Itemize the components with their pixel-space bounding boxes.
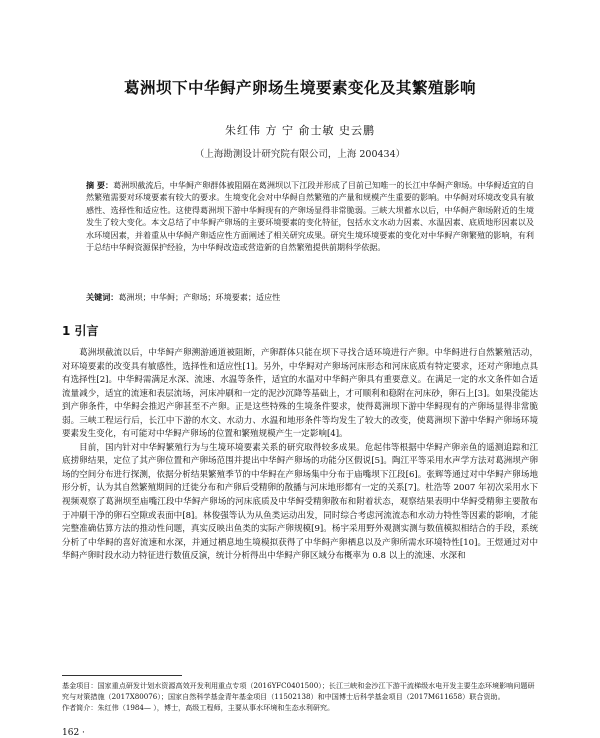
footnotes bbox=[62, 680, 538, 713]
footnote-funding: 基金项目：国家重点研发计划水资源高效开发利用重点专项（2016YFC0401500）；长江三峡和金沙江下游干流梯级水电开发主要生态环境影响问题研究与对策措施（2017X80076）；国家自然科学基金青年基金项目（11502138）和中国博士后科学基金项目（2017M611658）联合资助。 bbox=[62, 681, 535, 701]
keywords bbox=[86, 292, 534, 303]
abstract-text: 葛洲坝截流后，中华鲟产卵群体被阻隔在葛洲坝以下江段并形成了目前已知唯一的长江中华鲟产卵场。中华鲟适宜的自然繁殖需要对环境要素有较大的要求。生境变化会对中华鲟自然繁殖的产量和规模产生重要的影响。中华鲟对环境改变具有敏感性、选择性和适应性。这使得葛洲坝下游中华鲟现有的产卵场显得非常脆弱。三峡大坝蓄水以后，中华鲟产卵场附近的生境发生了较大变化。本文总结了中华鲟产卵场的主要环境要素的变化特征，包括水文水动力因素、水温因素、底质地形因素以及水环境因素，并着重从中华鲟产卵适应性方面阐述了相关研究成果。研究生境环境要素的变化对中华鲟产卵繁殖的影响，有利于总结中华鲟资源保护经验，为中华鲟改造或营造新的自然繁殖提供前期科学依据。 bbox=[86, 180, 534, 253]
page-number: 162 · bbox=[62, 728, 85, 738]
abstract bbox=[86, 179, 534, 254]
body-text bbox=[62, 347, 538, 564]
section-heading: 1 引言 bbox=[62, 324, 99, 338]
footnote-rule bbox=[62, 675, 182, 676]
keywords-text: 葛洲坝；中华鲟；产卵场；环境要素；适应性 bbox=[118, 292, 281, 302]
author-list: 朱红伟 方 宁 俞士敏 史云鹏 bbox=[225, 124, 375, 137]
paper-title: 葛洲坝下中华鲟产卵场生境要素变化及其繁殖影响 bbox=[123, 79, 476, 97]
body-paragraph: 葛洲坝截流以后，中华鲟产卵溯游通道被阻断，产卵群体只能在坝下寻找合适环境进行产卵。中华鲟进行自然繁殖活动，对环境要素的改变具有敏感性，选择性和适应性[1]。另外，中华鲟对产卵场河床形态和河床底质有特定要求，还对产卵地点具有选择性[2]。中华鲟需满足水深、流速、水温等条件，适宜的水温对中华鲟产卵具有重要意义。在满足一定的水文条件如合适流量减少，适宜的流速和表层流场，河床冲刷和一定的泥沙沉降等基础上，才可顺利和稳附在河床砂，卵石上[3]。如果没能达到产卵条件，中华鲟会推迟产卵甚至不产卵。正是这些特殊的生境条件要求，使得葛洲坝下游中华鲟现有的产卵场显得非常脆弱。三峡工程运行后，长江中下游的水文、水动力、水温和地形条件等均发生了较大的改变，使葛洲坝下游中华鲟产卵场环境要素发生变化，有可能对中华鲟产卵场的位置和繁殖规模产生一定影响[4]。 bbox=[62, 348, 538, 440]
body-paragraph: 目前，国内针对中华鲟繁殖行为与生境环境要素关系的研究取得较多成果。危起伟等根据中华鲟产卵亲鱼的遥测追踪和江底捞卵结果，定位了其产卵位置和产卵场范围并提出中华鲟产卵场的功能分区假说[5]。陶江平等采用水声学方法对葛洲坝产卵场的空间分布进行探测，依据分析结果繁殖季节的中华鲟在产卵场集中分布于庙嘴坝下江段[6]。张辉等通过对中华鲟产卵场地形分析，认为其自然繁殖期间的迁徙分布和产卵后受精卵的散播与河床地形都有一定的关系[7]。杜浩等 2007 年初次采用水下视频观察了葛洲坝至庙嘴江段中华鲟产卵场的河床底质及中华鲟受精卵散布和附着状态，观察结果表明中华鲟受精卵主要散布于冲刷干净的卵石空隙或表面中[8]。林俊强等认为从鱼类运动出发，同时综合考虑河流流态和水动力特性等因素的影响，才能完整准确估算方法的推动性问题，真实反映出鱼类的实际产卵规模[9]。杨宇采用野外观测实测与数值模拟相结合的手段，系统分析了中华鲟的喜好流速和水深，并通过栖息地生境模拟获得了中华鲟产卵栖息以及产卵所需水环境特性[10]。王煜通过对中华鲟产卵时段水动力特征进行数值反演，统计分析得出中华鲟产卵区域分布概率为 0.8 以上的流速、水深和 bbox=[62, 442, 538, 562]
abstract-label: 摘 要： bbox=[86, 180, 114, 190]
footnote-author: 作者简介：朱红伟（1984— ），博士，高级工程师，主要从事水环境和生态水利研究。 bbox=[62, 703, 335, 712]
affiliation: （上海勘测设计研究院有限公司，上海 200434） bbox=[194, 149, 406, 160]
keywords-label: 关键词： bbox=[86, 292, 119, 302]
